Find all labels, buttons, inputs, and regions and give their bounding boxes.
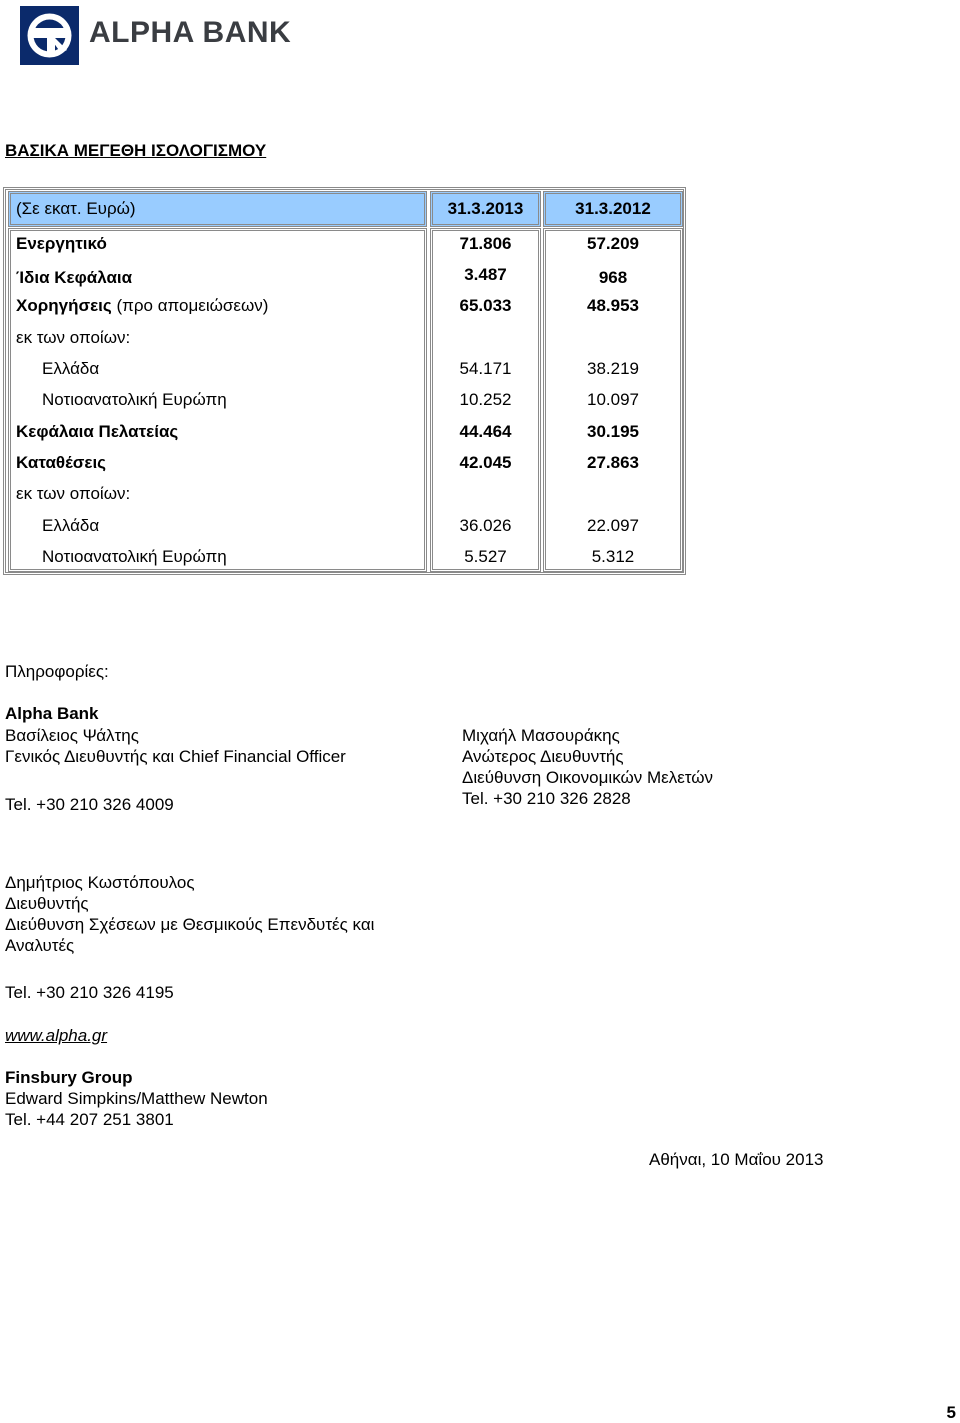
table-cell-value: 3.487 bbox=[464, 265, 507, 284]
table-cell-value: 65.033 bbox=[459, 296, 512, 315]
info-company: Alpha Bank bbox=[5, 704, 99, 723]
contact3-tel: Tel. +30 210 326 4195 bbox=[5, 983, 174, 1002]
table-row-label: Ίδια Κεφάλαια bbox=[16, 268, 133, 287]
table-cell-value: 5.527 bbox=[464, 547, 507, 566]
finsbury-company: Finsbury Group bbox=[5, 1068, 133, 1087]
table-cell-value: 22.097 bbox=[587, 516, 639, 535]
contact3-title: Διευθυντής bbox=[5, 894, 89, 913]
table-cell-value: 36.026 bbox=[459, 516, 512, 535]
contact3-name: Δημήτριος Κωστόπουλος bbox=[5, 873, 195, 892]
table-row-label: Κεφάλαια Πελατείας bbox=[16, 422, 179, 441]
contact1-name: Βασίλειος Ψάλτης bbox=[5, 726, 139, 745]
table-cell-value: 10.097 bbox=[587, 390, 639, 409]
contact2-title: Ανώτερος Διευθυντής bbox=[462, 747, 624, 766]
contact2-tel: Tel. +30 210 326 2828 bbox=[462, 789, 631, 808]
table-cell-value: 10.252 bbox=[459, 390, 512, 409]
contact1-tel: Tel. +30 210 326 4009 bbox=[5, 795, 174, 814]
section-title: ΒΑΣΙΚΑ ΜΕΓΕΘΗ ΙΣΟΛΟΓΙΣΜΟΥ bbox=[5, 141, 267, 160]
website-link[interactable]: www.alpha.gr bbox=[5, 1026, 108, 1045]
table-cell-value: 5.312 bbox=[591, 547, 635, 566]
table-cell-value: 38.219 bbox=[587, 359, 639, 378]
logo-text: ALPHA BANK bbox=[89, 16, 292, 49]
table-cell-value: 30.195 bbox=[587, 422, 639, 441]
table-cell-value: 54.171 bbox=[459, 359, 512, 378]
contact3-dept-line1: Διεύθυνση Σχέσεων με Θεσμικούς Επενδυτές και bbox=[5, 915, 375, 934]
page-number: 5 bbox=[946, 1403, 956, 1422]
table-cell-value: 968 bbox=[598, 268, 628, 287]
contact2-dept: Διεύθυνση Οικονομικών Μελετών bbox=[462, 768, 714, 787]
table-cell-value: 42.045 bbox=[459, 453, 512, 472]
finsbury-names: Edward Simpkins/Matthew Newton bbox=[5, 1089, 268, 1108]
table-row-label bbox=[16, 296, 268, 316]
header-date-2013: 31.3.2013 bbox=[447, 199, 524, 218]
table-cell-value: 71.806 bbox=[459, 234, 512, 253]
date-line: Αθήναι, 10 Μαΐου 2013 bbox=[649, 1150, 824, 1169]
contact2-name: Μιχαήλ Μασουράκης bbox=[462, 726, 620, 745]
table-row-label: Νοτιοανατολική Ευρώπη bbox=[42, 390, 227, 409]
table-row-label: εκ των οποίων: bbox=[16, 484, 131, 503]
contact1-title: Γενικός Διευθυντής και Chief Financial Officer bbox=[5, 747, 346, 766]
table-cell-value: 44.464 bbox=[459, 422, 512, 441]
header-date-2012: 31.3.2012 bbox=[575, 199, 651, 218]
table-row-label: Νοτιοανατολική Ευρώπη bbox=[42, 547, 227, 566]
table-cell-value: 57.209 bbox=[587, 234, 639, 253]
finsbury-tel: Tel. +44 207 251 3801 bbox=[5, 1110, 174, 1129]
table-row-label: Ελλάδα bbox=[42, 359, 100, 378]
table-row-label: Καταθέσεις bbox=[16, 453, 107, 472]
alpha-bank-logo-icon bbox=[20, 6, 79, 65]
balance-sheet-table bbox=[3, 187, 686, 575]
label-rest-part: (προ απομειώσεων) bbox=[111, 296, 269, 315]
table-row-label: Ενεργητικό bbox=[16, 234, 107, 253]
label-bold-part: Χορηγήσεις bbox=[16, 296, 112, 315]
header-label: (Σε εκατ. Ευρώ) bbox=[16, 199, 136, 218]
info-heading: Πληροφορίες: bbox=[5, 662, 109, 681]
table-cell-value: 48.953 bbox=[587, 296, 639, 315]
table-row-label: Ελλάδα bbox=[42, 516, 100, 535]
table-row-label: εκ των οποίων: bbox=[16, 328, 131, 347]
contact3-dept-line2: Αναλυτές bbox=[5, 936, 75, 955]
table-cell-value: 27.863 bbox=[587, 453, 639, 472]
